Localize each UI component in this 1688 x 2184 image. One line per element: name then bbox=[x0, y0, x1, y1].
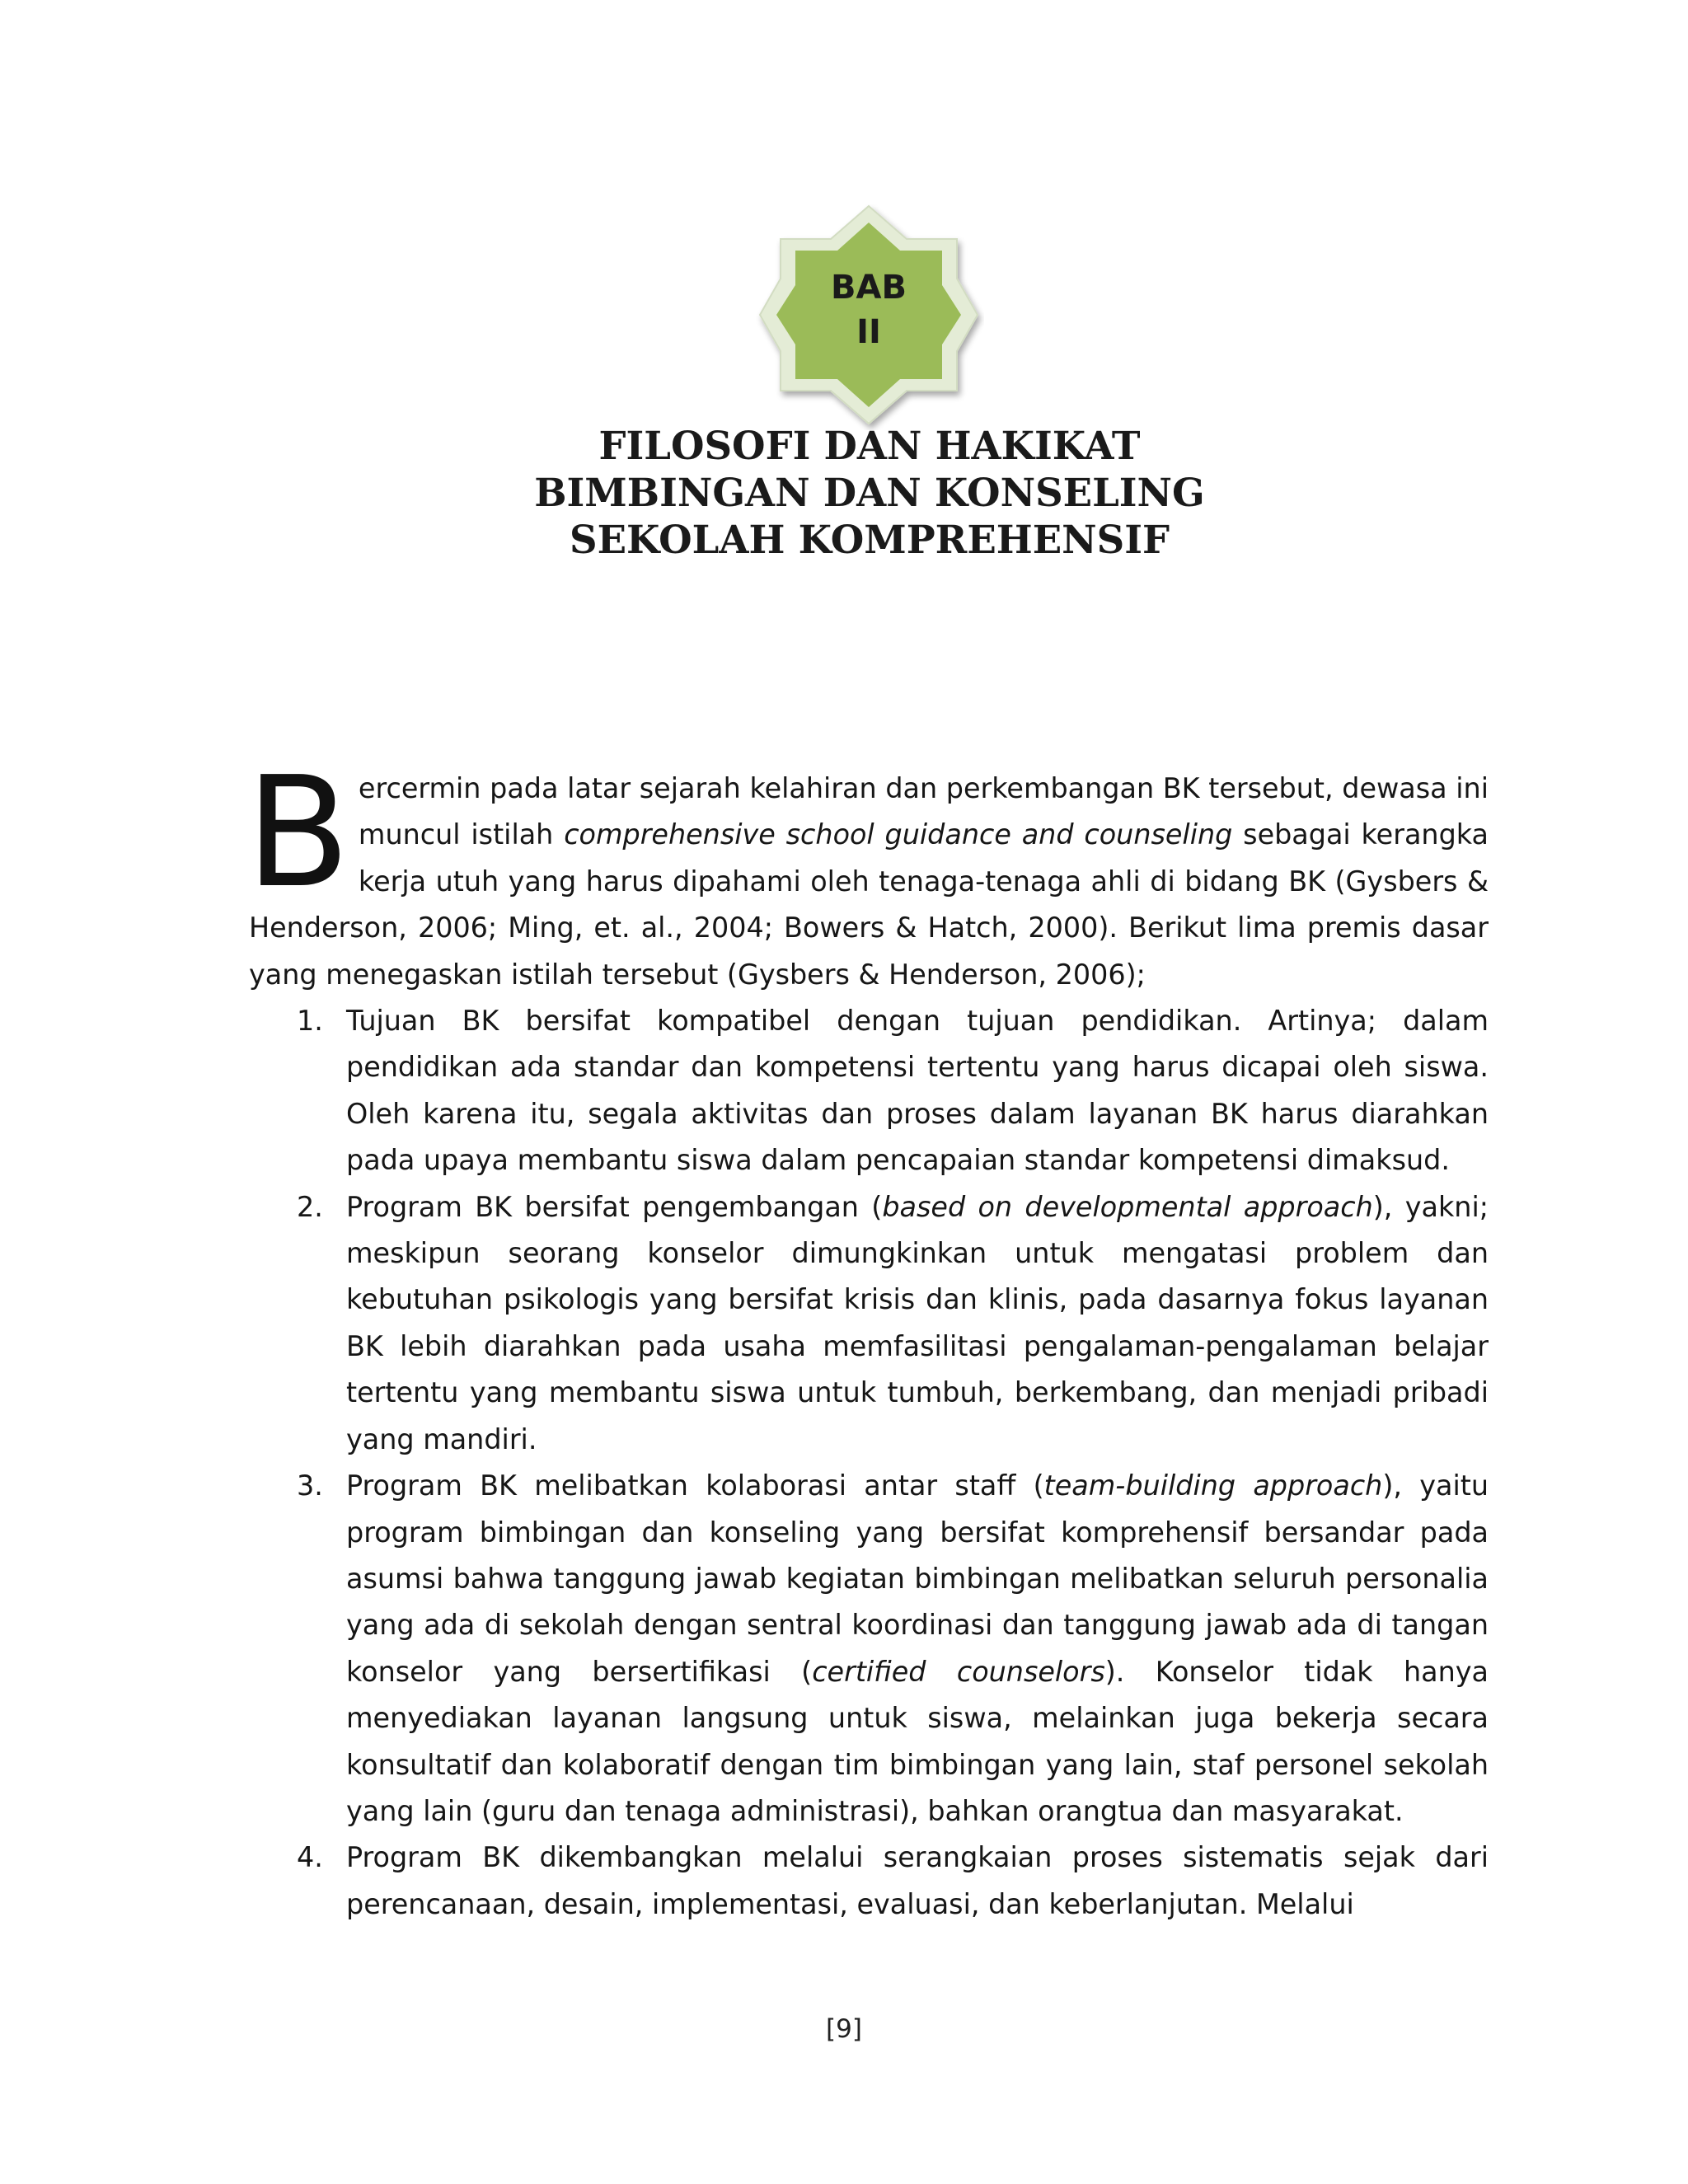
list-item-text: Program BK dikembangkan melalui serangkaian proses sistematis sejak dari perencanaan, desain, implementasi, evaluasi, dan keberlanjutan. Melalui bbox=[346, 1841, 1489, 1920]
list-item bbox=[249, 998, 1489, 1184]
list-item bbox=[249, 1184, 1489, 1463]
list-item-italic-term: certified counselors bbox=[812, 1655, 1105, 1688]
list-item-number: 1. bbox=[297, 1005, 323, 1038]
intro-italic-term: comprehensive school guidance and counseling bbox=[564, 818, 1233, 851]
list-item-text: ), yaitu program bimbingan dan konseling yang bersifat komprehensif bersandar pada asumsi bahwa tanggung jawab kegiatan bimbingan melibatkan seluruh personalia yang ada di sekolah dengan sentral koordinasi dan tanggung jawab ada di tangan konselor yang bersertifikasi ( bbox=[346, 1469, 1489, 1688]
drop-cap: B bbox=[246, 743, 350, 921]
page-number: [9] bbox=[826, 2014, 862, 2044]
list-item-text: ), yakni; meskipun seorang konselor dimungkinkan untuk mengatasi problem dan kebutuhan psikologis yang bersifat krisis dan klinis, pada dasarnya fokus layanan BK lebih diarahkan pada usaha memfasilitasi pengalaman-pengalaman belajar tertentu yang membantu siswa untuk tumbuh, berkembang, dan menjadi pribadi yang mandiri. bbox=[346, 1190, 1489, 1455]
intro-paragraph bbox=[246, 743, 1489, 998]
chapter-title-line-2: BIMBINGAN DAN KONSELING bbox=[534, 470, 1205, 515]
list-item-text: Tujuan BK bersifat kompatibel dengan tujuan pendidikan. Artinya; dalam pendidikan ada standar dan kompetensi tertentu yang harus dicapai oleh siswa. Oleh karena itu, segala aktivitas dan proses dalam layanan BK harus diarahkan pada upaya membantu siswa dalam pencapaian standar kompetensi dimaksud. bbox=[346, 1005, 1489, 1177]
list-item-italic-term: team-building approach bbox=[1043, 1469, 1383, 1502]
list-item-number: 4. bbox=[297, 1841, 323, 1874]
list-item-italic-term: based on developmental approach bbox=[882, 1190, 1373, 1223]
chapter-badge bbox=[753, 199, 984, 430]
intro-text-1: ercermin pada latar sejarah kelahiran dan perkembangan BK tersebut, dewasa ini muncul istilah bbox=[358, 772, 1489, 851]
chapter-title bbox=[247, 422, 1492, 563]
chapter-title-line-3: SEKOLAH KOMPREHENSIF bbox=[569, 517, 1170, 562]
list-item-text: Program BK melibatkan kolaborasi antar staff ( bbox=[346, 1469, 1044, 1502]
chapter-body bbox=[246, 743, 1489, 1928]
badge-label-bab: BAB bbox=[831, 269, 907, 307]
list-item bbox=[249, 1835, 1489, 1928]
list-item-text: ). Konselor tidak hanya menyediakan layanan langsung untuk siswa, melainkan juga bekerja secara konsultatif dan kolaboratif dengan tim bimbingan yang lain, staf personel sekolah yang lain (guru dan tenaga administrasi), bahkan orangtua dan masyarakat. bbox=[346, 1655, 1489, 1827]
list-item-number: 3. bbox=[297, 1469, 323, 1502]
list-item-number: 2. bbox=[297, 1190, 323, 1223]
chapter-title-line-1: FILOSOFI DAN HAKIKAT bbox=[598, 423, 1141, 468]
list-item bbox=[249, 1463, 1489, 1835]
premises-list bbox=[249, 998, 1489, 1928]
badge-label-number: II bbox=[856, 313, 881, 351]
list-item-text: Program BK bersifat pengembangan ( bbox=[346, 1190, 883, 1223]
intro-text-2: sebagai kerangka kerja utuh yang harus dipahami oleh tenaga-tenaga ahli di bidang BK (Gysbers & Henderson, 2006; Ming, et. al., 2004; Bowers & Hatch, 2000). Berikut lima premis dasar yang menegaskan istilah tersebut (Gysbers & Henderson, 2006); bbox=[249, 818, 1489, 991]
